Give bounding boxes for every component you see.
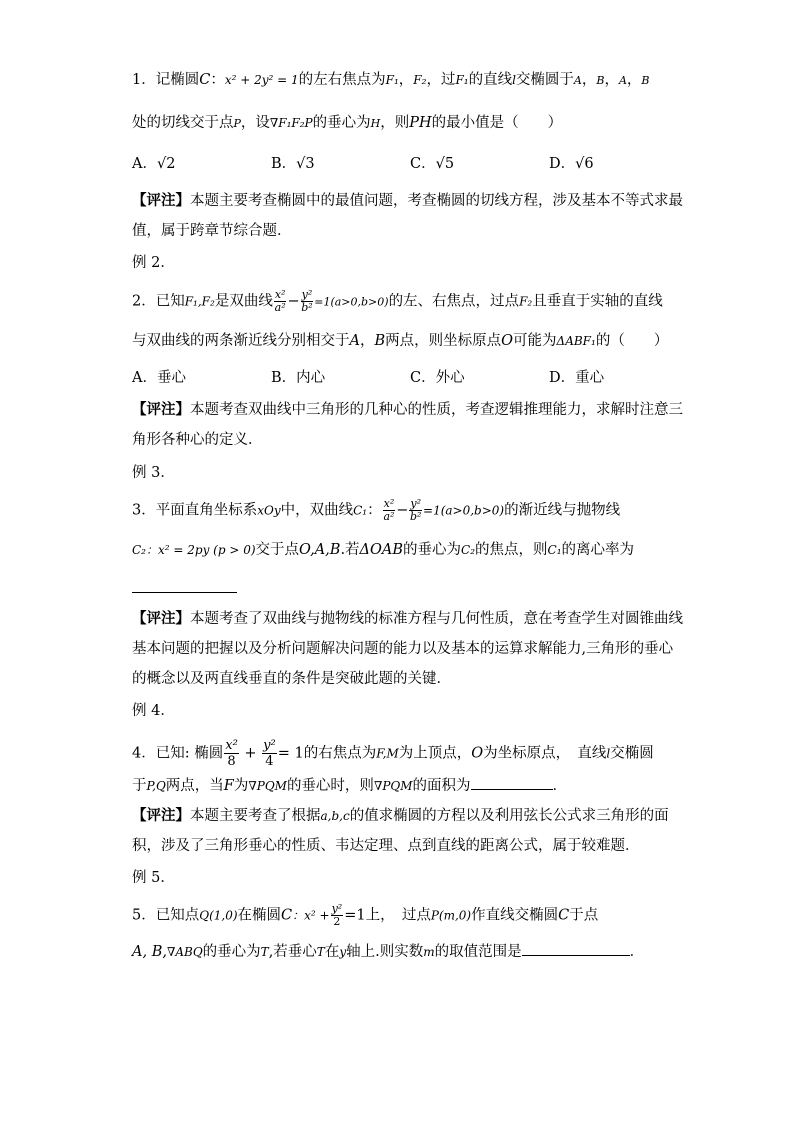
q4-comment-line2: [132, 836, 662, 856]
q1-text: 1．记椭圆: [132, 72, 200, 88]
q2-text: 的（ ）: [595, 333, 669, 349]
q2-option-a: A．垂心: [132, 370, 186, 386]
math-f1f2: F₁,F₂: [184, 294, 215, 309]
q2-text: 2．已知: [132, 293, 185, 310]
q2-text: 是双曲线: [214, 293, 273, 310]
math-o: O: [471, 745, 484, 762]
q3-text: 的垂心为: [403, 542, 462, 558]
q4-text: 于: [132, 778, 147, 794]
math-abc: a,b,c: [320, 809, 350, 823]
ellipse-equation: x² + 2y² = 1: [224, 73, 299, 87]
math-c: C: [281, 907, 293, 924]
comment-tag: 【评注】: [132, 192, 190, 209]
math-t: T: [316, 945, 325, 959]
q2-option-c: C．外心: [410, 370, 465, 386]
q1-option-a: A．√2: [132, 156, 176, 172]
q5-text: 轴上.则实数: [346, 944, 424, 960]
q5-text: =1上， 过点: [344, 907, 431, 924]
q3-text: 交于点: [255, 542, 300, 558]
comment-text: 本题考查了双曲线与抛物线的标准方程与几何性质，意在考查学生对圆锥曲线: [190, 611, 683, 627]
q1-text: ，: [398, 72, 414, 88]
q1-text: 的垂心为: [312, 115, 371, 131]
q1-text: ：: [210, 72, 225, 88]
comment-text: 积，涉及了三角形垂心的性质、韦达定理、点到直线的距离公式，属于较难题．: [132, 838, 640, 854]
q1-text: 的左右焦点为: [298, 72, 386, 88]
q4-text: 的面积为: [412, 778, 471, 794]
comment-tag: 【评注】: [132, 807, 190, 824]
fraction-x2-a2: $\frac{\text{x²}}{\text{a²}}$: [274, 288, 286, 314]
math-y: y: [339, 945, 347, 959]
q5-text: 的取值范围是: [434, 944, 522, 960]
q2-text: 且垂直于实轴的直线: [532, 293, 663, 310]
q3-answer-line: [132, 578, 662, 599]
math-b: B: [596, 74, 605, 87]
math-c1: C₁: [353, 503, 368, 518]
q1-text: 交椭圆于: [515, 72, 574, 88]
q1-comment-line2: [132, 221, 662, 241]
math-xoy: xOy: [257, 503, 281, 518]
q4-text: 交椭圆: [610, 745, 654, 762]
q2-text: 两点，则坐标原点: [385, 333, 502, 349]
q2-line2: [132, 331, 669, 351]
answer-blank: [471, 775, 553, 790]
q4-line1: 4．已知: 椭圆 $\frac{\text{x²}}{8}$ + $\frac{\text{y²}}{4}$ = 1的右焦点为F,M为上顶点，O为坐标原点， 直线l交椭圆: [132, 738, 654, 769]
math-fm: F,M: [376, 746, 399, 761]
math-ab: A, B,: [132, 944, 167, 960]
q1-line2: [132, 113, 662, 134]
q1-text: ，过: [426, 72, 456, 88]
parabola-equation: ：x² = 2py (p > 0): [146, 543, 256, 557]
fraction-y2-b2: $\frac{\text{y²}}{\text{b²}}$: [301, 288, 313, 314]
math-a: A: [618, 74, 627, 87]
q4-text: 为坐标原点， 直线: [483, 745, 607, 762]
comment-text: 角形各种心的定义．: [132, 432, 263, 448]
q3-text: 中，双曲线: [280, 502, 354, 519]
q5-text: 在: [324, 944, 340, 960]
q1-text: 处的切线交于点: [132, 115, 234, 131]
math-f1: F₁: [455, 73, 469, 87]
q1-comment-line1: [132, 191, 683, 211]
comment-text: 值，属于跨章节综合题．: [132, 223, 292, 239]
comment-text: 的概念以及两直线垂直的条件是突破此题的关键．: [132, 671, 451, 687]
q5-text: 的垂心为: [202, 944, 261, 960]
math-m: m: [423, 945, 435, 959]
fraction-x2-8: $\frac{\text{x²}}{8}$: [225, 738, 238, 769]
q3-text: 的离心率为: [561, 542, 635, 558]
comment-text: 本题考查双曲线中三角形的几种心的性质，考查逻辑推理能力，求解时注意三: [190, 402, 683, 418]
math-f2: F₂: [413, 73, 427, 87]
fraction-y2-2: $\frac{\text{y²}}{2}$: [331, 902, 343, 928]
q2-text: ，: [359, 333, 375, 349]
comment-text: 基本问题的把握以及分析问题解决问题的能力以及基本的运算求解能力,三角形的垂心: [132, 641, 674, 657]
math-point-p: P(m,0): [430, 908, 472, 923]
q4-text: 两点，当: [165, 778, 224, 794]
q5-line1: [132, 903, 662, 928]
q5-line2: [132, 941, 662, 962]
q5-text: 在椭圆: [237, 907, 282, 924]
math-pq: P,Q: [146, 779, 166, 793]
q2-option-d: D．重心: [549, 370, 605, 386]
fraction-x2-a2: $\frac{\text{x²}}{\text{a²}}$: [383, 497, 395, 523]
q2-text: 的左、右焦点，过点: [388, 293, 520, 310]
q2-comment-line2: [132, 430, 662, 450]
q4-text: 为上顶点，: [398, 745, 472, 762]
math-o: O: [501, 333, 514, 349]
q1-text: 的直线: [468, 72, 513, 88]
math-triangle: ∇ABQ: [166, 945, 203, 959]
q1-text: ，: [604, 72, 619, 88]
q5-text: 5．已知点: [132, 907, 200, 924]
q2-line1: 2．已知F₁,F₂是双曲线 $\frac{\text{x²}}{\text{a²}}$ − $\frac{\text{y²}}{\text{b²}}$ =1(a>0,b>0)的左、右焦点，过点F₂且垂直于实轴的直线: [132, 288, 663, 314]
math-points: O,A,B: [299, 542, 341, 558]
math-c2: C₂: [461, 543, 476, 557]
example-5-heading: 例 5．: [132, 870, 175, 886]
q2-option-b: B．内心: [271, 370, 326, 386]
q4-comment-line1: [132, 806, 669, 826]
fraction-y2-4: $\frac{\text{y²}}{4}$: [263, 738, 276, 769]
math-f2: F₂: [519, 294, 533, 309]
q4-line2: [132, 775, 662, 796]
q3-comment-line3: [132, 669, 662, 689]
math-l: l: [512, 73, 516, 87]
comment-tag: 【评注】: [132, 610, 190, 627]
q3-text: ：: [367, 502, 382, 519]
q2-comment-line1: [132, 400, 683, 420]
example-4-heading: 例 4．: [132, 703, 175, 719]
q1-option-c: C．√5: [410, 156, 455, 172]
math-triangle: ∇F₁F₂P: [269, 116, 313, 130]
q5-text: ,若垂心: [268, 944, 317, 960]
math-b: B: [374, 333, 386, 349]
q3-line1: 3．平面直角坐标系xOy中，双曲线C₁： $\frac{\text{x²}}{\text{a²}}$ − $\frac{\text{y²}}{\text{b²}}$ =1(a>0,b>0)的渐近线与抛物线: [132, 497, 621, 523]
comment-text: 本题主要考查了根据: [190, 808, 321, 824]
comment-tag: 【评注】: [132, 401, 190, 418]
q2-text: 与双曲线的两条渐近线分别相交于: [132, 333, 350, 349]
fraction-y2-b2: $\frac{\text{y²}}{\text{b²}}$: [409, 497, 422, 523]
q4-text: 为: [233, 778, 249, 794]
example-2-heading: 例 2．: [132, 255, 175, 271]
math-point-q: Q(1,0): [199, 908, 238, 923]
q1-option-d: D．√6: [549, 156, 594, 172]
comment-text: 的值求椭圆的方程以及利用弦长公式求三角形的面: [349, 808, 669, 824]
q3-text: 3．平面直角坐标系: [132, 502, 258, 519]
q1-option-b: B．√3: [271, 156, 315, 172]
q4-text: 4．已知: 椭圆: [132, 745, 224, 762]
q1-line1: [132, 70, 662, 91]
math-c1: C₁: [547, 543, 562, 557]
q1-text: 的最小值是（ ）: [431, 115, 563, 131]
math-condition: =1(a>0,b>0): [423, 503, 505, 518]
q3-comment-line2: [132, 639, 674, 659]
math-a: A: [349, 333, 360, 349]
answer-blank: [522, 941, 630, 956]
example-3-heading: 例 3．: [132, 465, 175, 481]
q3-line2: [132, 540, 662, 560]
math-a: A: [573, 74, 582, 87]
q5-text: ．: [629, 944, 645, 960]
q5-text: 于点: [569, 907, 599, 924]
math-c2: C₂: [132, 543, 146, 557]
comment-text: 本题主要考查椭圆中的最值问题，考查椭圆的切线方程，涉及基本不等式求最: [190, 193, 683, 209]
q4-text: = 1的右焦点为: [277, 745, 377, 762]
q1-text: ，: [626, 72, 642, 88]
math-triangle: ΔABF₁: [556, 334, 596, 348]
answer-blank: [132, 578, 237, 593]
q1-text: ，设: [240, 115, 270, 131]
math-triangle: ΔOAB: [359, 542, 404, 558]
math-p: P: [233, 117, 241, 130]
q3-comment-line1: [132, 609, 683, 629]
q1-text: ，则: [380, 115, 410, 131]
math-triangle: ∇PQM: [248, 779, 287, 793]
q1-text: ，: [581, 72, 597, 88]
math-l: l: [606, 746, 611, 761]
q5-text: 作直线交椭圆: [471, 907, 559, 924]
math-c: C: [558, 907, 570, 924]
q4-text: 的垂心时，则: [286, 778, 374, 794]
q2-text: 可能为: [513, 333, 557, 349]
ellipse-equation: ：x² +: [292, 908, 330, 923]
math-h: H: [370, 117, 381, 130]
q3-text: .若: [340, 542, 360, 558]
math-triangle: ∇PQM: [373, 779, 413, 793]
math-t: T: [260, 945, 269, 959]
q3-text: 的渐近线与抛物线: [504, 502, 621, 519]
math-b: B: [641, 74, 650, 87]
q4-text: ．: [552, 778, 568, 794]
math-condition: =1(a>0,b>0): [314, 295, 389, 309]
math-f: F: [223, 778, 234, 794]
q3-text: 的焦点，则: [475, 542, 548, 558]
math-c: C: [199, 72, 211, 88]
math-ph: PH: [409, 115, 432, 131]
math-f1: F₁: [385, 73, 399, 87]
